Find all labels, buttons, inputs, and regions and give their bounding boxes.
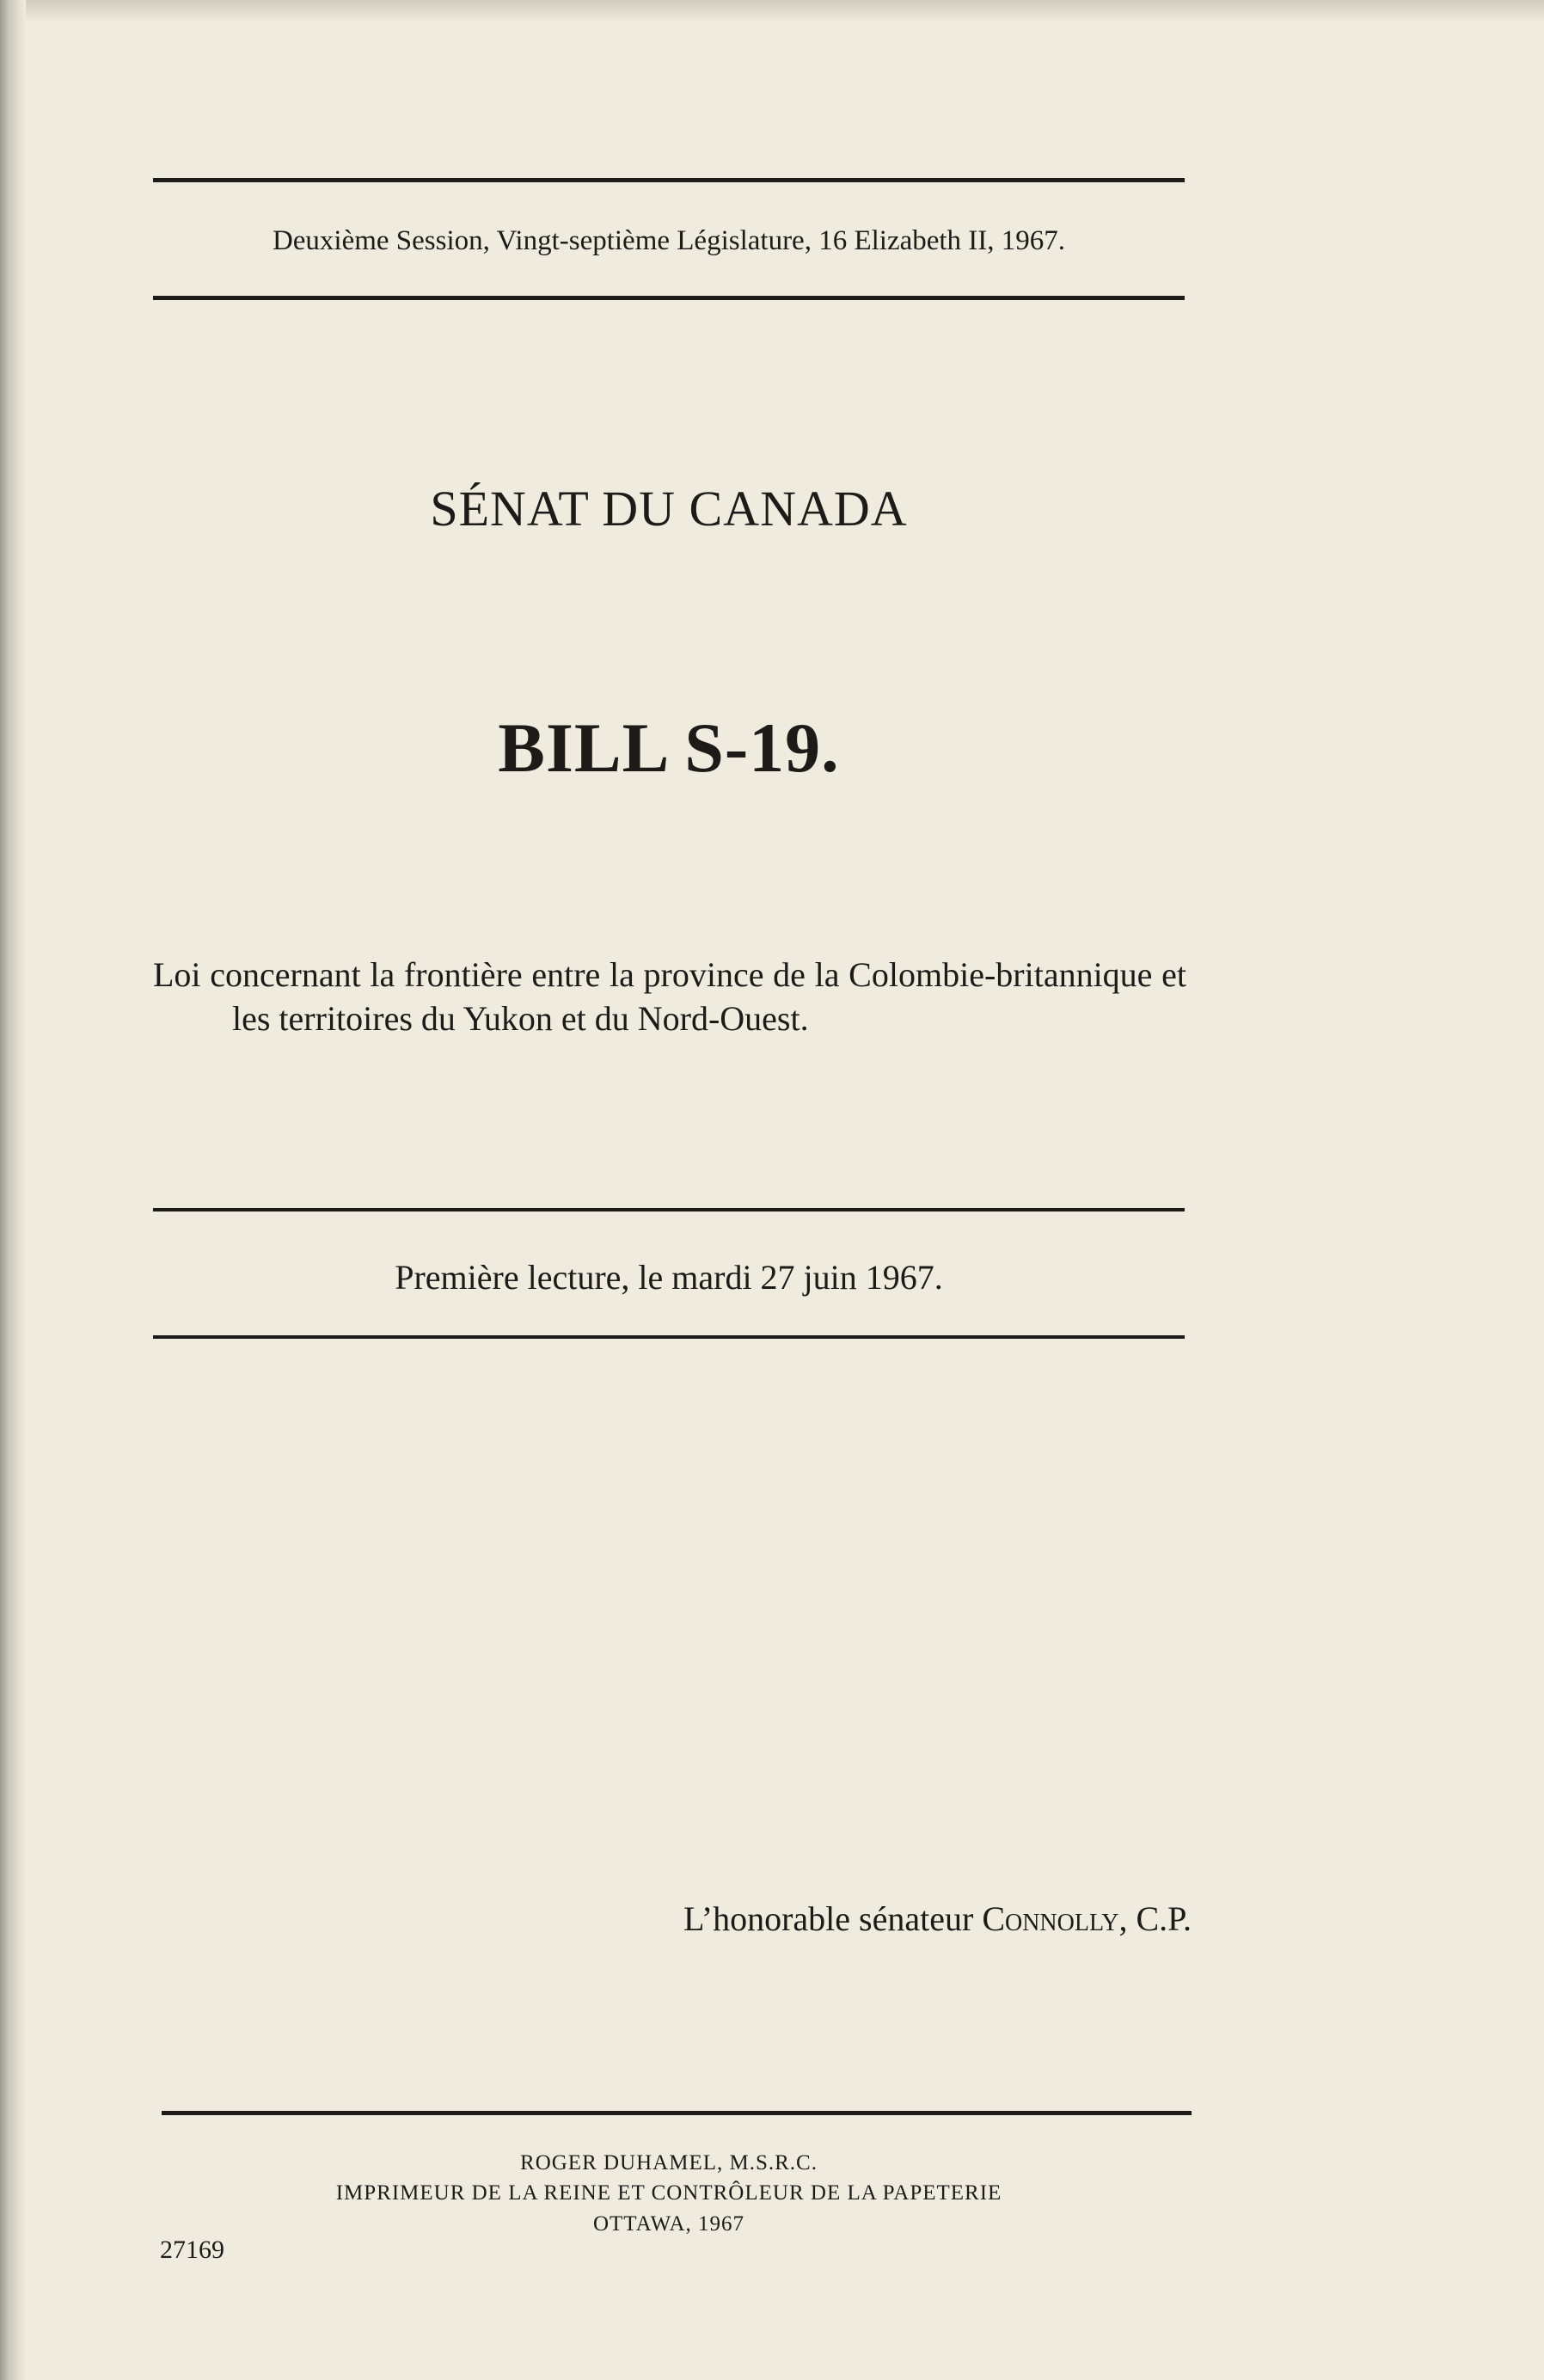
session-rule bbox=[153, 296, 1185, 300]
printer-name: ROGER DUHAMEL, M.S.R.C. bbox=[520, 2151, 818, 2175]
senate-heading: SÉNAT DU CANADA bbox=[430, 481, 908, 537]
sponsor-prefix: L’honorable sénateur bbox=[683, 1899, 974, 1938]
page-left-edge bbox=[0, 0, 26, 2380]
reading-top-rule bbox=[153, 1208, 1185, 1211]
sponsor-line bbox=[683, 1898, 1192, 1939]
document-number: 27169 bbox=[160, 2236, 224, 2264]
bleed-through-text bbox=[120, 774, 128, 810]
printer-title: IMPRIMEUR DE LA REINE ET CONTRÔLEUR DE LA PAPETERIE bbox=[335, 2181, 1002, 2205]
bill-number: BILL S-19. bbox=[498, 708, 840, 787]
printer-rule bbox=[162, 2111, 1192, 2115]
sponsor-name: Connolly bbox=[982, 1899, 1119, 1938]
sponsor-suffix: , C.P. bbox=[1118, 1899, 1192, 1938]
printer-place-year: OTTAWA, 1967 bbox=[592, 2212, 745, 2236]
session-line: Deuxième Session, Vingt-septième Législature, 16 Elizabeth II, 1967. bbox=[272, 225, 1066, 256]
top-rule bbox=[153, 178, 1185, 182]
page-top-edge bbox=[0, 0, 1544, 22]
reading-bottom-rule bbox=[153, 1335, 1185, 1339]
first-reading-line: Première lecture, le mardi 27 juin 1967. bbox=[395, 1258, 943, 1297]
act-title: Loi concernant la frontière entre la province de la Colombie-britannique et les territoires du Yukon et du Nord-Ouest. bbox=[153, 955, 1186, 1038]
